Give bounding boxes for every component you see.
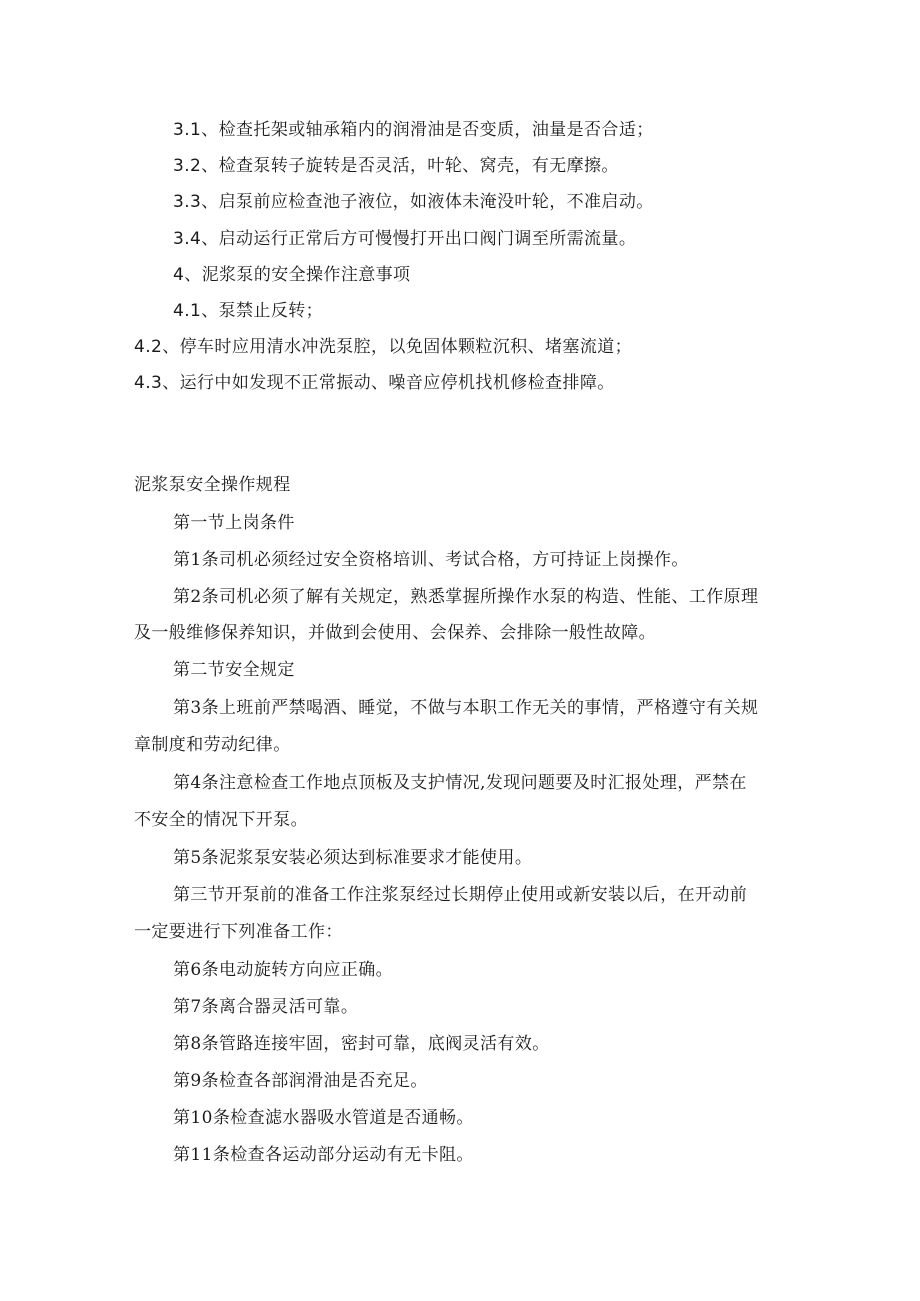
article-2-line-1: 第2条司机必须了解有关规定，熟悉掌握所操作水泵的构造、性能、工作原理	[173, 587, 759, 607]
item-3-4: 3.4、启动运行正常后方可慢慢打开出口阀门调至所需流量。	[173, 229, 637, 249]
article-2-line-2: 及一般维修保养知识，并做到会使用、会保养、会排除一般性故障。	[134, 623, 656, 643]
article-4-line-2: 不安全的情况下开泵。	[134, 810, 308, 830]
article-11: 第11条检查各运动部分运动有无卡阻。	[173, 1145, 474, 1165]
item-4-2: 4.2、停车时应用清水冲洗泵腔，以免固体颗粒沉积、堵塞流道；	[134, 337, 633, 357]
item-4-1: 4.1、泵禁止反转；	[173, 301, 324, 321]
article-4-line-1: 第4条注意检查工作地点顶板及支护情况,发现问题要及时汇报处理，严禁在	[173, 773, 747, 793]
item-3-1: 3.1、检查托架或轴承箱内的润滑油是否变质，油量是否合适；	[173, 120, 654, 140]
article-6: 第6条电动旋转方向应正确。	[173, 960, 394, 980]
article-1: 第1条司机必须经过安全资格培训、考试合格，方可持证上岗操作。	[173, 550, 689, 570]
article-5: 第5条泥浆泵安装必须达到标准要求才能使用。	[173, 848, 533, 868]
article-9: 第9条检查各部润滑油是否充足。	[173, 1071, 428, 1091]
item-3-3: 3.3、启泵前应检查池子液位，如液体未淹没叶轮，不准启动。	[173, 192, 654, 212]
section-4-heading: 4、泥浆泵的安全操作注意事项	[173, 265, 411, 285]
article-8: 第8条管路连接牢固，密封可靠，底阀灵活有效。	[173, 1034, 550, 1054]
section-3-heading-line-2: 一定要进行下列准备工作：	[134, 922, 343, 942]
section-1-heading: 第一节上岗条件	[173, 513, 295, 533]
article-7: 第7条离合器灵活可靠。	[173, 997, 359, 1017]
item-3-2: 3.2、检查泵转子旋转是否灵活，叶轮、窝壳，有无摩擦。	[173, 156, 619, 176]
article-3-line-1: 第3条上班前严禁喝酒、睡觉，不做与本职工作无关的事情，严格遵守有关规	[173, 698, 759, 718]
item-4-3: 4.3、运行中如发现不正常振动、噪音应停机找机修检查排障。	[134, 373, 615, 393]
section-2-heading: 第二节安全规定	[173, 660, 295, 680]
section-3-heading-line-1: 第三节开泵前的准备工作注浆泵经过长期停止使用或新安装以后，在开动前	[173, 885, 748, 905]
article-3-line-2: 章制度和劳动纪律。	[134, 735, 291, 755]
article-10: 第10条检查滤水器吸水管道是否通畅。	[173, 1108, 474, 1128]
document-title: 泥浆泵安全操作规程	[134, 475, 291, 495]
